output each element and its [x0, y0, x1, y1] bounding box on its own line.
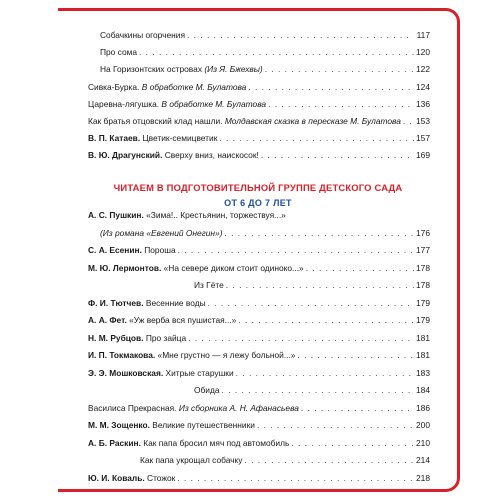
- toc-dot-leader: [245, 455, 415, 465]
- toc-dot-leader: [261, 150, 414, 160]
- toc-entry-page: 176: [416, 227, 430, 238]
- section-subheading: ОТ 6 ДО 7 ЛЕТ: [224, 198, 292, 208]
- toc-entry: [86, 99, 430, 116]
- toc-entry-author: И. П. Токмакова.: [88, 350, 156, 360]
- toc-dot-leader: [268, 99, 414, 109]
- toc-dot-leader: [291, 438, 414, 448]
- toc-entry-page: 218: [416, 472, 430, 483]
- toc-entry-author: Э. Э. Мошковская.: [88, 367, 164, 378]
- toc-entry-page: 153: [416, 115, 430, 126]
- toc-entry-title: [86, 64, 263, 74]
- toc-entry-page: 184: [416, 385, 430, 395]
- toc-entry-author: Ю. И. Коваль.: [88, 472, 145, 483]
- toc-entry-author: Ф. И. Тютчев.: [88, 297, 144, 308]
- toc-entry-page: 200: [416, 420, 430, 430]
- toc-entry-title: [86, 473, 175, 483]
- toc-entry-page: 178: [416, 280, 430, 290]
- toc-entry: [86, 263, 430, 281]
- toc-entry-title: [86, 385, 220, 395]
- toc-entry-title: [86, 333, 186, 343]
- toc-entry-title: [86, 150, 259, 160]
- toc-entry: [86, 368, 430, 386]
- toc-entry-title: [86, 245, 176, 255]
- toc-entry: [86, 473, 430, 491]
- toc-dot-leader: [301, 403, 414, 413]
- toc-dot-leader: [248, 82, 414, 92]
- toc-entry-author: А. Б. Раскин.: [88, 437, 141, 448]
- toc-entry-title: [86, 30, 185, 40]
- toc-entry-note: В обработке М. Булатова: [141, 81, 247, 92]
- toc-entry-author: В. П. Катаев.: [88, 133, 141, 144]
- toc-entry-title: [86, 368, 234, 378]
- toc-entry-text: «Уж верба вся пушистая...»: [126, 315, 237, 325]
- toc-entry-title: [86, 116, 401, 126]
- toc-entry: [86, 228, 430, 246]
- toc-entry-text: Цветик-семицветик: [140, 133, 218, 144]
- toc-dot-leader: [187, 30, 414, 40]
- toc-entry: [86, 245, 430, 263]
- toc-entry-text: Обида: [194, 385, 220, 395]
- toc-entry: [86, 210, 430, 228]
- toc-entry-author: С. А. Есенин.: [88, 245, 142, 255]
- toc-entry-title: [86, 438, 289, 448]
- toc-entry-title: [86, 455, 243, 465]
- toc-entry-text: Про сома: [100, 47, 138, 58]
- toc-entry-title: [86, 133, 217, 143]
- toc-entry: [86, 438, 430, 456]
- toc-entry-page: 183: [416, 367, 430, 378]
- toc-entry-page: 136: [416, 98, 430, 109]
- toc-entry-text: Как папа укрощал собачку: [140, 455, 243, 465]
- toc-entry: [86, 47, 430, 64]
- toc-entry-author: В. Ю. Драгунский.: [88, 150, 163, 161]
- toc-entry-title: [86, 82, 246, 92]
- toc-entry-note: Молдавская сказка в пересказе М. Булатова: [224, 115, 401, 126]
- toc-entry-text: Из Гёте: [194, 280, 224, 290]
- toc-dot-leader: [178, 245, 414, 255]
- toc-entry-author: Н. М. Рубцов.: [88, 332, 144, 343]
- toc-entry-title: [86, 47, 137, 57]
- toc-dot-leader: [403, 116, 414, 126]
- toc-entry: [86, 64, 430, 81]
- toc-entry: [86, 350, 430, 368]
- toc-entry-text: Хитрые старушки: [163, 367, 234, 378]
- toc-dot-leader: [236, 368, 414, 378]
- toc-entry-page: 177: [416, 245, 430, 255]
- toc-entry-title: [86, 228, 223, 238]
- toc-entry-text: «Мне грустно — я лежу больной...»: [155, 350, 296, 360]
- toc-entry: [86, 385, 430, 403]
- toc-entry-text: Про зайца: [143, 332, 187, 343]
- toc-entry-page: 214: [416, 455, 430, 465]
- toc-bottom-list: [86, 210, 430, 490]
- section-heading: ЧИТАЕМ В ПОДГОТОВИТЕЛЬНОЙ ГРУППЕ ДЕТСКОГО САДА: [113, 182, 403, 193]
- toc-entry-text: Великие путешественники: [149, 420, 255, 430]
- toc-entry-title: [86, 298, 206, 308]
- toc-entry-text: Весенние воды: [143, 297, 206, 308]
- toc-entry-title: [86, 99, 266, 109]
- toc-entry: [86, 420, 430, 438]
- toc-entry-title: [86, 315, 236, 325]
- toc-entry-text: Сивка-Бурка.: [88, 81, 142, 92]
- toc-entry: [86, 133, 430, 150]
- toc-dot-leader: [265, 64, 414, 74]
- toc-dot-leader: [208, 298, 414, 308]
- toc-entry: [86, 298, 430, 316]
- toc-entry-note: (Из романа «Евгений Онегин»): [100, 227, 223, 238]
- toc-entry: [86, 150, 430, 167]
- toc-entry-text: Как братья отцовский клад нашли.: [88, 115, 225, 126]
- toc-entry: [86, 403, 430, 421]
- toc-entry: [86, 280, 430, 298]
- toc-entry-title: [86, 420, 255, 430]
- toc-entry-author: М. М. Зощенко.: [88, 420, 150, 430]
- toc-entry-text: Собачкины огорчения: [100, 30, 185, 40]
- toc-entry-page: 179: [416, 297, 430, 308]
- toc-entry-page: 122: [416, 64, 430, 75]
- toc-dot-leader: [297, 350, 414, 360]
- toc-dot-leader: [139, 47, 414, 57]
- toc-entry: [86, 315, 430, 333]
- toc-dot-leader: [306, 263, 414, 273]
- toc-dot-leader: [226, 280, 414, 290]
- toc-entry-page: 179: [416, 315, 430, 325]
- toc-entry-author: М. Ю. Лермонтов.: [88, 262, 162, 273]
- toc-entry-text: «На севере диком стоит одиноко...»: [161, 262, 304, 273]
- toc-entry: [86, 82, 430, 99]
- toc-entry-text: На Горизонтских островах: [100, 64, 205, 75]
- toc-entry-page: 186: [416, 402, 430, 413]
- toc-entry-text: Стожок: [144, 472, 176, 483]
- toc-top-list: [86, 30, 430, 168]
- toc-entry: [86, 116, 430, 133]
- toc-dot-leader: [225, 228, 415, 238]
- toc-entry-title: [86, 210, 286, 220]
- toc-dot-leader: [257, 420, 414, 430]
- toc-dot-leader: [238, 315, 414, 325]
- toc-entry-page: 117: [416, 30, 430, 40]
- toc-entry: [86, 333, 430, 351]
- toc-entry-author: А. С. Пушкин.: [88, 210, 144, 220]
- toc-entry-title: [86, 263, 304, 273]
- toc-entry-page: 124: [416, 81, 430, 92]
- toc-dot-leader: [222, 385, 414, 395]
- toc-entry: [86, 30, 430, 47]
- toc-entry-page: 120: [416, 47, 430, 58]
- toc-entry-note: (Из Я. Бжехвы): [204, 64, 263, 75]
- toc-entry-text: Как папа бросил мяч под автомобиль: [140, 437, 290, 448]
- toc-dot-leader: [177, 473, 414, 483]
- toc-entry-title: [86, 403, 299, 413]
- toc-entry-text: Василиса Прекрасная.: [88, 402, 179, 413]
- toc-entry-page: 178: [416, 262, 430, 273]
- toc-entry-page: 210: [416, 437, 430, 448]
- toc-entry-note: Из сборника А. Н. Афанасьева: [178, 402, 299, 413]
- toc-entry-page: 169: [416, 150, 430, 161]
- toc-entry-author: А. А. Фет.: [88, 315, 127, 325]
- toc-entry: [86, 455, 430, 473]
- toc-entry-note: В обработке М. Булатова: [161, 98, 267, 109]
- toc-entry-text: Царевна-лягушка.: [88, 98, 162, 109]
- section-heading-block: [86, 182, 430, 208]
- toc-entry-text: Сверху вниз, наискосок!: [162, 150, 259, 161]
- toc-entry-text: «Зима!.. Крестьянин, торжествуя...»: [143, 210, 286, 220]
- toc-dot-leader: [219, 133, 414, 143]
- toc-entry-page: 157: [416, 133, 430, 144]
- toc-entry-page: 181: [416, 332, 430, 343]
- toc-entry-title: [86, 350, 295, 360]
- toc-entry-text: Пороша: [141, 245, 176, 255]
- toc-entry-page: 181: [416, 350, 430, 360]
- toc-dot-leader: [188, 333, 414, 343]
- toc-entry-title: [86, 280, 224, 290]
